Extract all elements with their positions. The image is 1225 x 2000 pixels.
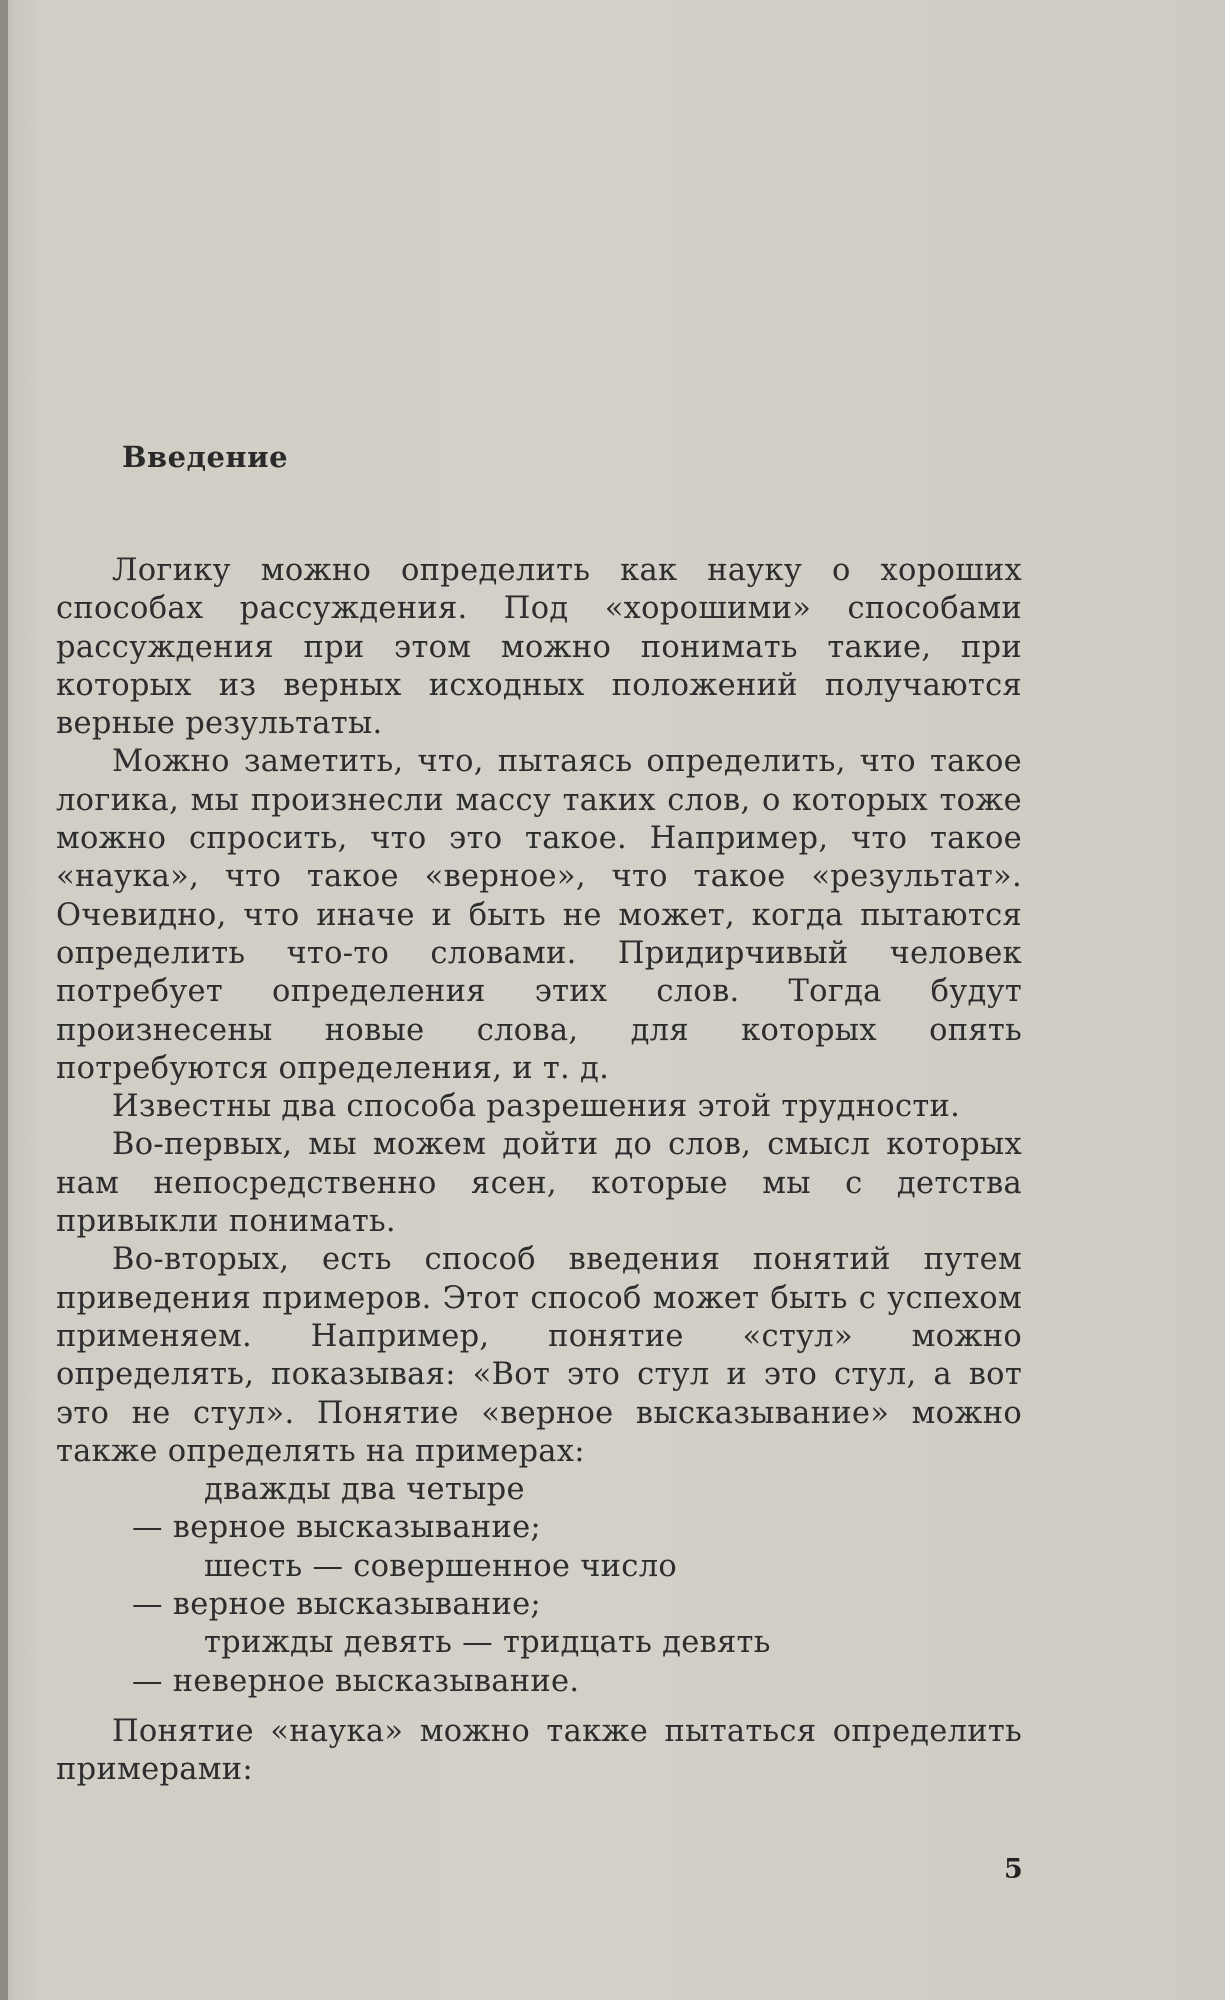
example-verdict-2: — верное высказывание;	[132, 1587, 541, 1623]
paragraph-4: Во-первых, мы можем дойти до слов, смысл которых нам непосредственно ясен, которые мы с детства привыкли понимать.	[56, 1127, 1022, 1240]
example-verdict-3: — неверное высказывание.	[132, 1663, 580, 1699]
paragraph-2: Можно заметить, что, пытаясь определить, что такое логика, мы произнесли массу таких слов, о которых тоже можно спросить, что это такое. Например, что такое «наука», что такое «верное», что такое «результат». Очевидно, что иначе и быть не может, когда пытаются определить что-то словами. Придирчивый человек потребует определения этих слов. Тогда будут произнесены новые слова, для которых опять потребуются определения, и т. д.	[56, 744, 1022, 1086]
example-statement-3: трижды девять — тридцать девять	[204, 1625, 771, 1661]
chapter-heading: Введение	[122, 440, 289, 474]
paragraph-3: Известны два способа разрешения этой трудности.	[112, 1089, 961, 1125]
example-verdict-1: — верное высказывание;	[132, 1510, 541, 1546]
body-text	[56, 552, 1022, 1790]
page-number: 5	[1004, 1854, 1023, 1885]
spacer	[56, 1701, 1022, 1713]
example-statement-2: шесть — совершенное число	[204, 1548, 678, 1584]
paragraph-5: Во-вторых, есть способ введения понятий путем приведения примеров. Этот способ может быть с успехом применяем. Например, понятие «стул» можно определять, показывая: «Вот это стул и это стул, а вот это не стул». Понятие «верное высказывание» можно также определять на примерах:	[56, 1242, 1022, 1469]
spine-shadow	[0, 0, 8, 2000]
paragraph-1: Логику можно определить как науку о хороших способах рассуждения. Под «хорошими» способами рассуждения при этом можно понимать такие, при которых из верных исходных положений получаются верные результаты.	[56, 553, 1022, 742]
examples-list	[56, 1471, 1022, 1701]
example-statement-1: дважды два четыре	[204, 1472, 525, 1508]
closing-paragraph: Понятие «наука» можно также пытаться определить примерами:	[56, 1713, 1022, 1788]
